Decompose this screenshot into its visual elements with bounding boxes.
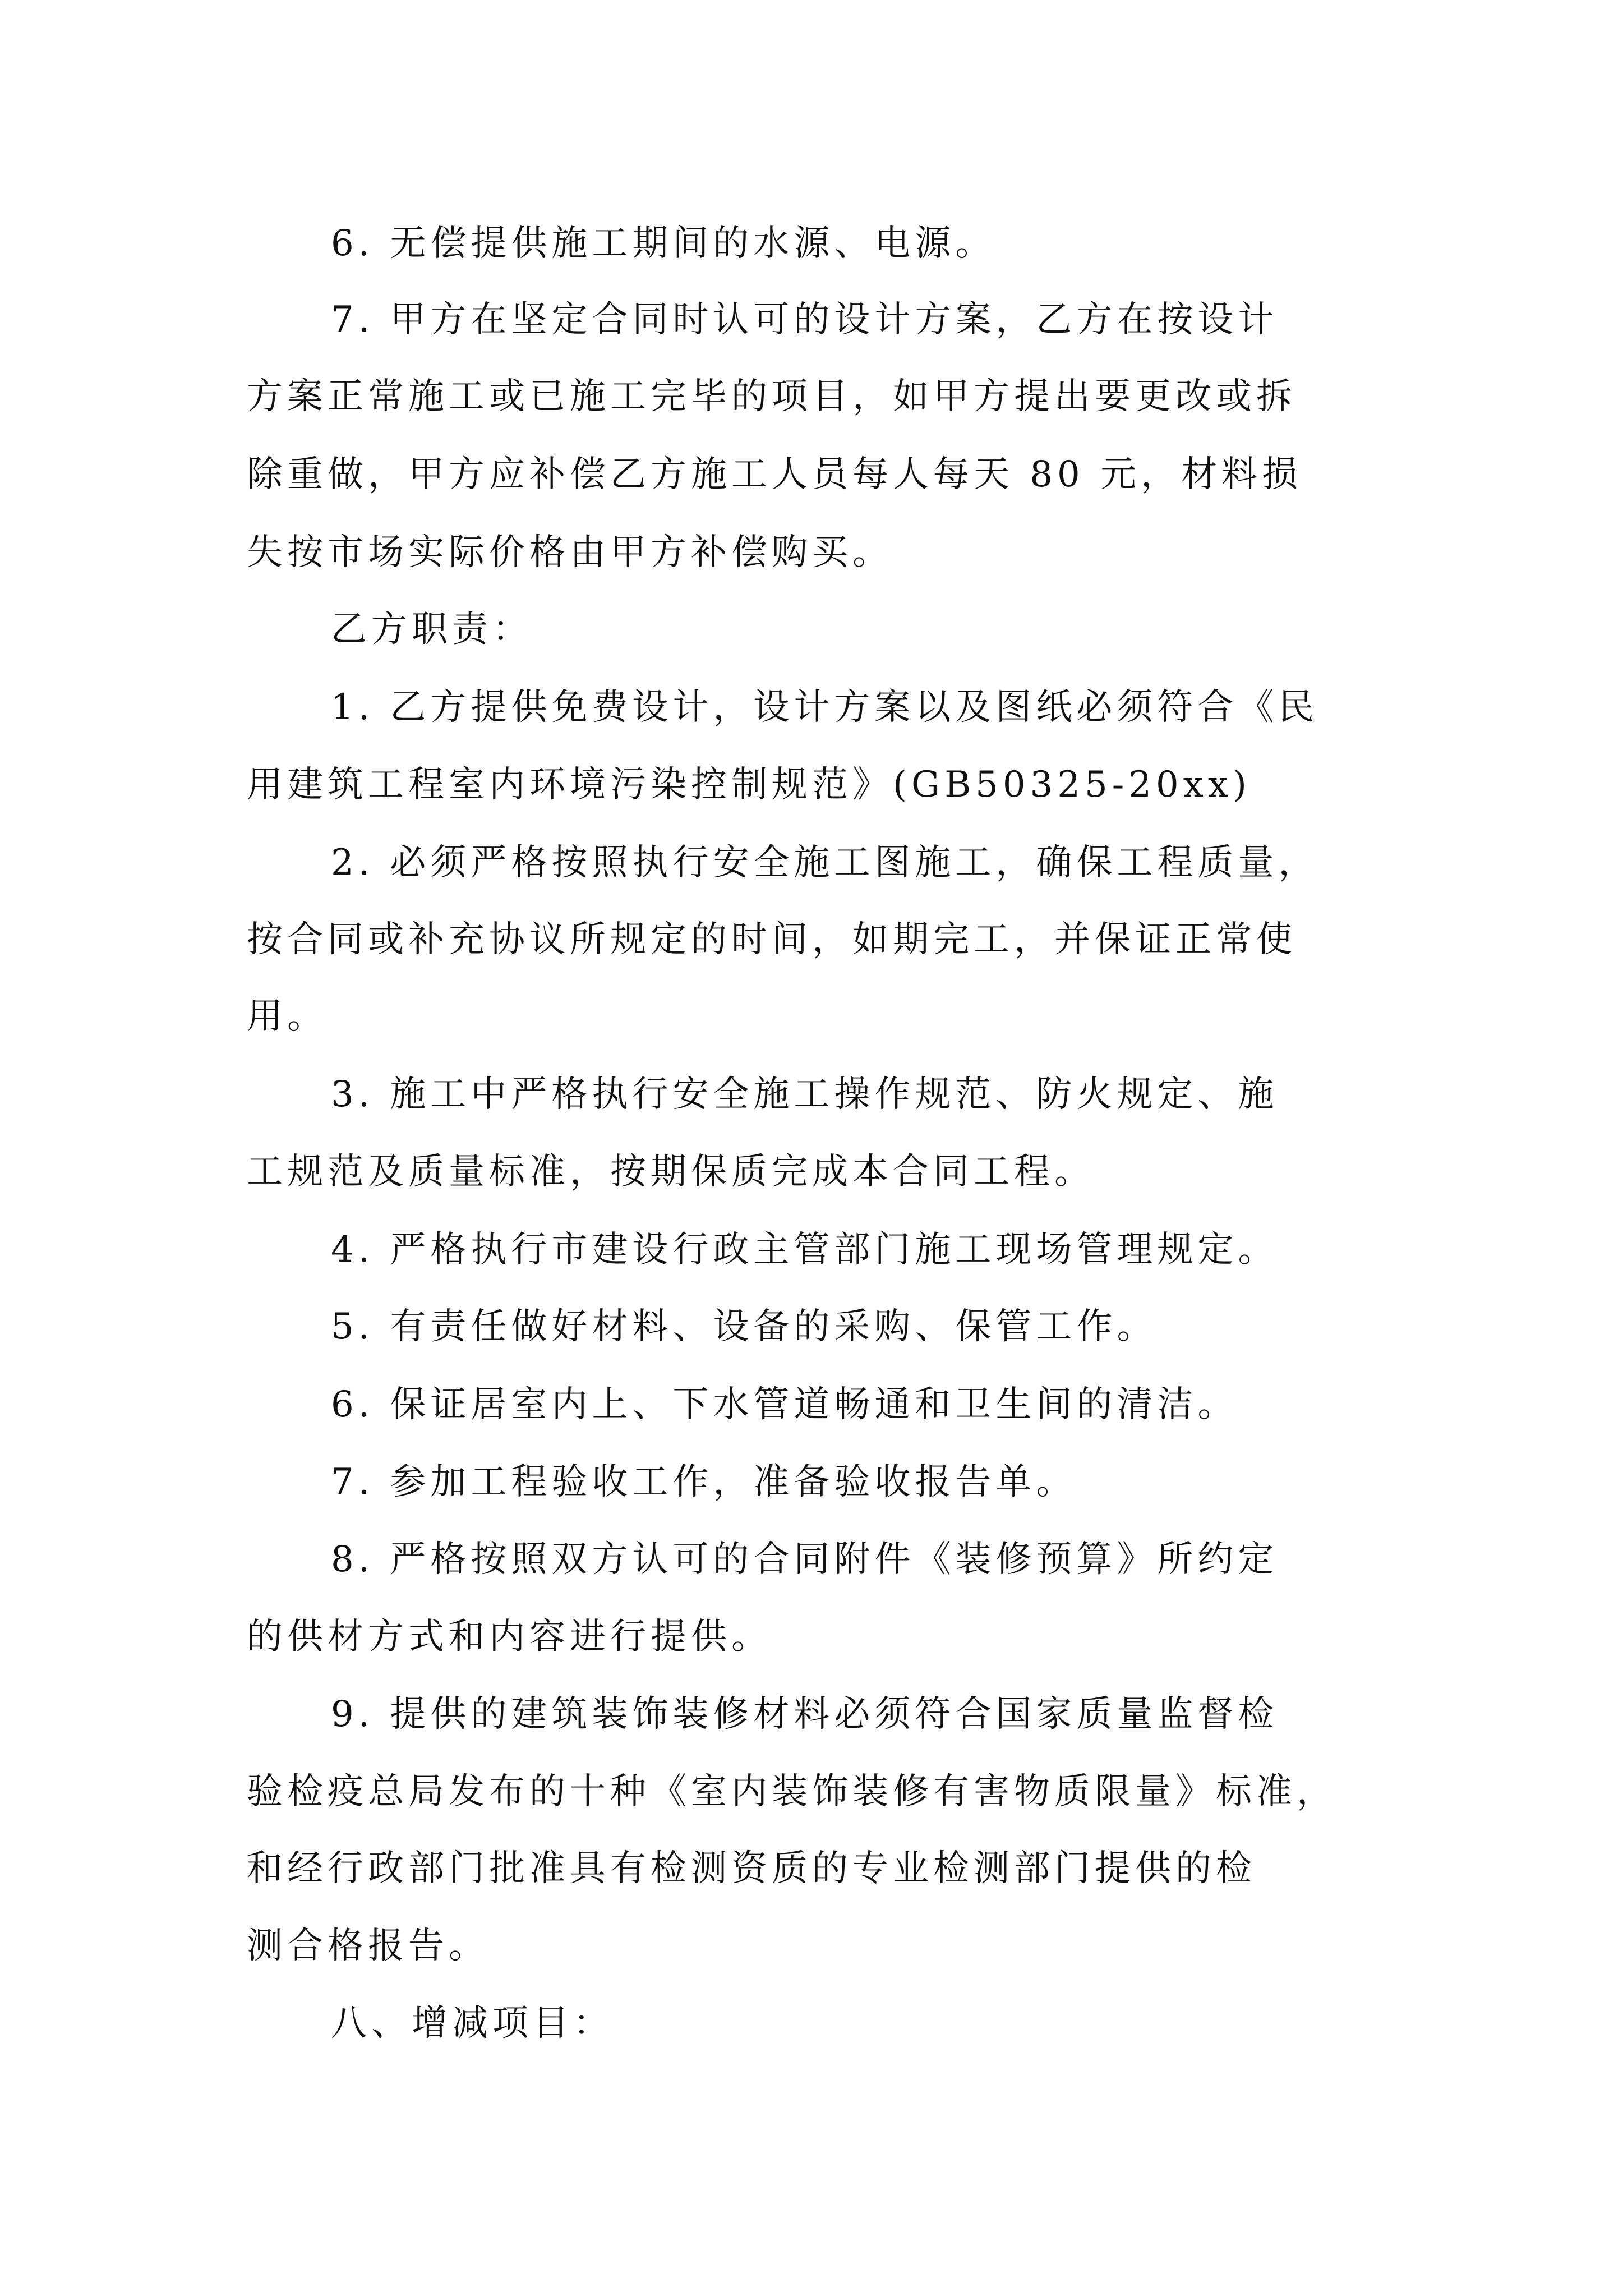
text-line: 工规范及质量标准，按期保质完成本合同工程。 xyxy=(247,1151,1095,1193)
text-line: 7. 参加工程验收工作，准备验收报告单。 xyxy=(331,1461,1077,1503)
text-line: 2. 必须严格按照执行安全施工图施工，确保工程质量， xyxy=(331,842,1319,884)
section-heading: 乙方职责： xyxy=(331,609,533,650)
text-line: 5. 有责任做好材料、设备的采购、保管工作。 xyxy=(331,1306,1158,1347)
text-line: 1. 乙方提供免费设计，设计方案以及图纸必须符合《民 xyxy=(331,687,1319,728)
text-line: 3. 施工中严格执行安全施工操作规范、防火规定、施 xyxy=(331,1074,1279,1115)
text-line: 用。 xyxy=(247,996,328,1037)
text-line: 除重做，甲方应补偿乙方施工人员每人每天 80 元，材料损 xyxy=(247,454,1303,495)
text-line: 7. 甲方在坚定合同时认可的设计方案，乙方在按设计 xyxy=(331,299,1279,341)
text-line: 6. 保证居室内上、下水管道畅通和卫生间的清洁。 xyxy=(331,1384,1238,1425)
text-line: 4. 严格执行市建设行政主管部门施工现场管理规定。 xyxy=(331,1229,1279,1271)
text-line: 和经行政部门批准具有检测资质的专业检测部门提供的检 xyxy=(247,1848,1256,1889)
text-line: 验检疫总局发布的十种《室内装饰装修有害物质限量》标准， xyxy=(247,1771,1337,1812)
text-line: 用建筑工程室内环境污染控制规范》(GB50325-20xx) xyxy=(247,764,1251,806)
text-line: 9. 提供的建筑装饰装修材料必须符合国家质量监督检 xyxy=(331,1694,1279,1735)
text-line: 方案正常施工或已施工完毕的项目，如甲方提出要更改或拆 xyxy=(247,376,1297,417)
text-line: 8. 严格按照双方认可的合同附件《装修预算》所约定 xyxy=(331,1539,1279,1580)
section-heading: 八、增减项目： xyxy=(331,2003,614,2044)
text-line: 的供材方式和内容进行提供。 xyxy=(247,1616,772,1658)
text-line: 6. 无偿提供施工期间的水源、电源。 xyxy=(331,223,996,264)
text-line: 测合格报告。 xyxy=(247,1925,489,1967)
text-line: 失按市场实际价格由甲方补偿购买。 xyxy=(247,532,893,573)
text-line: 按合同或补充协议所规定的时间，如期完工，并保证正常使 xyxy=(247,919,1297,960)
